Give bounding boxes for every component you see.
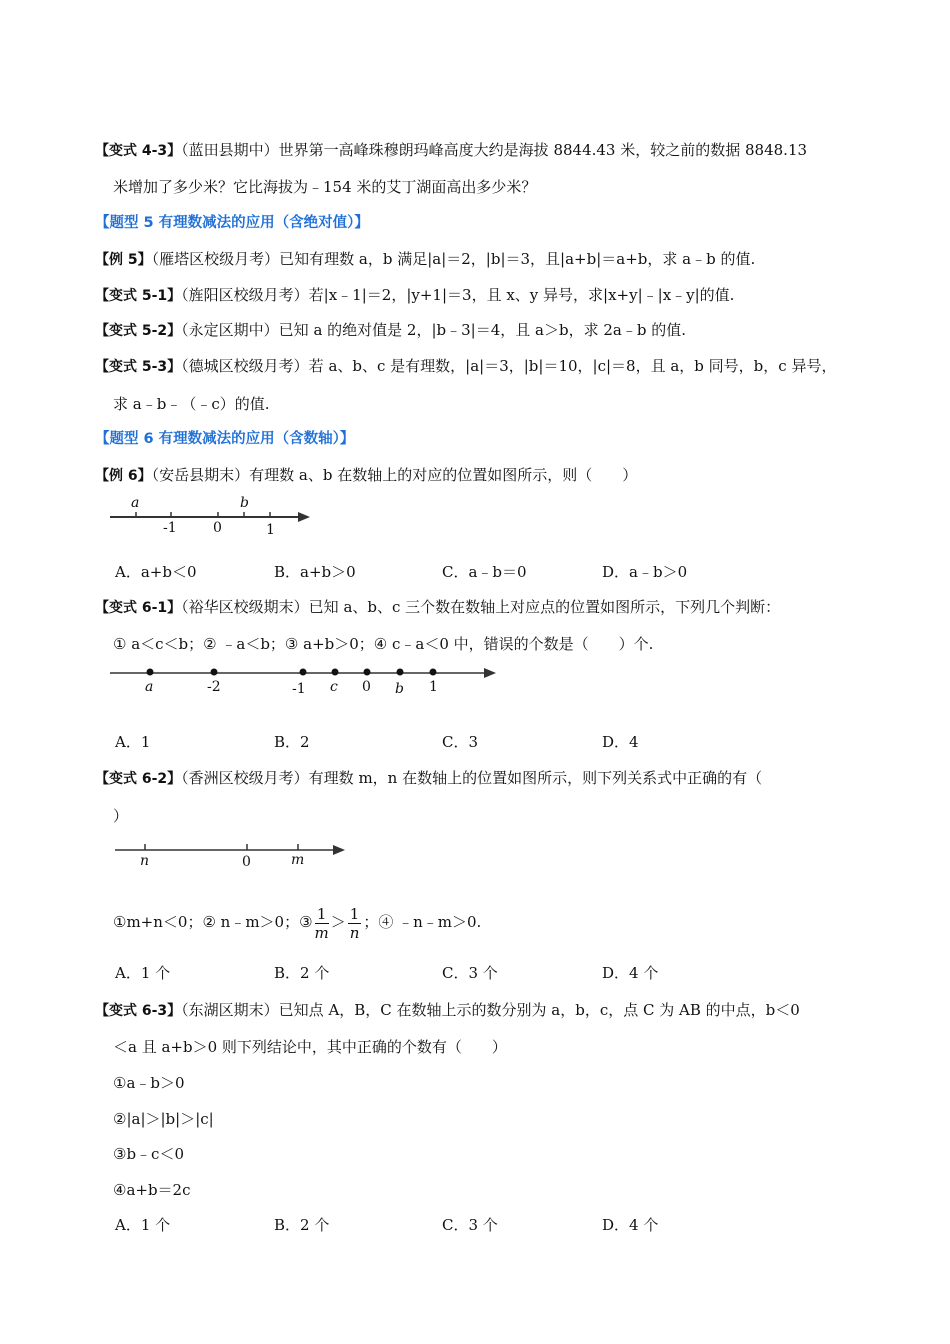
variant-6-3-option-a: A．1 个 <box>115 1216 171 1234</box>
variant-6-3-option-d: D．4 个 <box>602 1216 659 1234</box>
variant-5-3-line1 <box>95 356 836 377</box>
greater-than-sign: ＞ <box>330 913 346 931</box>
fraction-1-denominator: m <box>314 923 329 942</box>
example-6-option-a: A．a+b＜0 <box>115 563 197 581</box>
axis-arrow <box>484 668 496 678</box>
variant-6-3-item-4: ④a+b＝2c <box>113 1181 191 1199</box>
variant-6-3-item-1: ①a﹣b＞0 <box>113 1074 185 1092</box>
point-c <box>332 669 339 676</box>
variant-6-3-text1: （东湖区期末）已知点 A，B，C 在数轴上示的数分别为 a，b，c，点 C 为 AB 的中点，b＜0 <box>181 1001 800 1019</box>
variant-6-2-statements <box>113 902 481 946</box>
variant-6-2-text1: （香洲区校级月考）有理数 m，n 在数轴上的位置如图所示，则下列关系式中正确的有（ <box>181 769 763 787</box>
variant-6-2-option-d: D．4 个 <box>602 964 659 982</box>
variant-6-1-number-line <box>110 660 500 700</box>
variant-4-3-tag: 【变式 4-3】 <box>95 143 182 159</box>
heading-type-6: 【题型 6 有理数减法的应用（含数轴）】 <box>95 431 355 447</box>
variant-6-1-option-c: C．3 <box>442 733 479 751</box>
example-6-option-b: B．a+b＞0 <box>274 563 356 581</box>
fraction-2-numerator: 1 <box>349 904 360 923</box>
point-a <box>147 669 154 676</box>
label-m: m <box>291 852 305 868</box>
fraction-1-numerator: 1 <box>315 905 329 924</box>
variant-6-2-option-c: C．3 个 <box>442 964 498 982</box>
variant-5-2 <box>95 320 686 341</box>
example-6-number-line <box>110 490 320 540</box>
variant-5-2-tag: 【变式 5-2】 <box>95 323 182 339</box>
variant-5-1-text: （旌阳区校级月考）若|x﹣1|＝2，|y+1|＝3，且 x、y 异号，求|x+y|﹣|x﹣y|的值. <box>181 286 735 304</box>
point-neg2 <box>211 669 218 676</box>
example-5-tag: 【例 5】 <box>95 252 152 268</box>
variant-4-3-line1 <box>95 140 807 161</box>
example-6 <box>95 465 637 486</box>
axis-arrow <box>333 845 345 855</box>
variant-6-2-option-b: B．2 个 <box>274 964 330 982</box>
variant-5-2-text: （永定区期中）已知 a 的绝对值是 2，|b﹣3|＝4，且 a＞b，求 2a﹣b 的值. <box>181 321 686 339</box>
example-6-option-d: D．a﹣b＞0 <box>602 563 688 581</box>
fraction-1-over-n <box>348 905 362 942</box>
variant-6-3-line2: ＜a 且 a+b＞0 则下列结论中，其中正确的个数有（ ） <box>113 1038 507 1056</box>
variant-6-1-line2: ① a＜c＜b；② ﹣a＜b；③ a+b＞0；④ c﹣a＜0 中，错误的个数是（ ）个. <box>113 635 654 653</box>
heading-type-5: 【题型 5 有理数减法的应用（含绝对值）】 <box>95 215 369 231</box>
example-6-tag: 【例 6】 <box>95 468 152 484</box>
variant-6-2-option-a: A．1 个 <box>115 964 171 982</box>
variant-6-1-line1 <box>95 597 780 618</box>
label-b: b <box>240 495 249 511</box>
example-6-option-c: C．a﹣b＝0 <box>442 563 527 581</box>
variant-6-3-item-2: ②|a|＞|b|＞|c| <box>113 1110 214 1128</box>
label-0: 0 <box>242 854 251 870</box>
label-n: n <box>140 853 150 869</box>
point-0 <box>364 669 371 676</box>
variant-6-2-stmt-a: ①m+n＜0；② n﹣m＞0；③ <box>113 913 313 931</box>
label-neg1: -1 <box>163 520 177 536</box>
variant-6-1-text1: （裕华区校级期末）已知 a、b、c 三个数在数轴上对应点的位置如图所示，下列几个判断： <box>181 598 781 616</box>
variant-6-2-tag: 【变式 6-2】 <box>95 771 182 787</box>
variant-6-1-option-d: D．4 <box>602 733 639 751</box>
example-5-text: （雁塔区校级月考）已知有理数 a，b 满足|a|＝2，|b|＝3，且|a+b|＝a+b，求 a﹣b 的值. <box>151 250 756 268</box>
variant-4-3-text1: （蓝田县期中）世界第一高峰珠穆朗玛峰高度大约是海拔 8844.43 米，较之前的数据 8848.13 <box>181 141 808 159</box>
variant-4-3-line2: 米增加了多少米？它比海拔为﹣154 米的艾丁湖面高出多少米？ <box>113 178 537 196</box>
label-b: b <box>395 681 404 697</box>
axis-arrow <box>298 512 310 522</box>
point-1 <box>430 669 437 676</box>
label-neg2: -2 <box>207 679 221 695</box>
variant-6-2-number-line <box>115 838 355 873</box>
variant-5-3-text1: （德城区校级月考）若 a、b、c 是有理数，|a|＝3，|b|＝10，|c|＝8，且 a，b 同号，b，c 异号， <box>181 357 837 375</box>
label-a: a <box>145 679 154 695</box>
variant-6-3-tag: 【变式 6-3】 <box>95 1003 182 1019</box>
point-b <box>397 669 404 676</box>
point-neg1 <box>300 669 307 676</box>
variant-5-3-line2: 求 a﹣b﹣（﹣c）的值. <box>113 395 270 413</box>
label-0: 0 <box>213 520 222 536</box>
variant-6-1-option-a: A．1 <box>115 733 151 751</box>
label-neg1: -1 <box>292 681 306 697</box>
variant-6-2-line2: ） <box>113 807 129 825</box>
label-1: 1 <box>429 679 438 695</box>
variant-5-3-tag: 【变式 5-3】 <box>95 359 182 375</box>
variant-6-3-line1 <box>95 1000 800 1021</box>
example-6-text: （安岳县期末）有理数 a、b 在数轴上的对应的位置如图所示，则（ ） <box>151 466 638 484</box>
fraction-1-over-m <box>315 905 329 942</box>
label-c: c <box>330 679 338 695</box>
variant-6-2-line1 <box>95 768 762 789</box>
fraction-2-denominator: n <box>349 923 360 942</box>
variant-6-2-stmt-b: ；④ ﹣n﹣m＞0. <box>363 913 482 931</box>
label-1: 1 <box>266 522 275 538</box>
label-0: 0 <box>362 679 371 695</box>
variant-6-1-option-b: B．2 <box>274 733 310 751</box>
variant-6-1-tag: 【变式 6-1】 <box>95 600 182 616</box>
variant-5-1-tag: 【变式 5-1】 <box>95 288 182 304</box>
variant-6-3-option-c: C．3 个 <box>442 1216 498 1234</box>
variant-6-3-option-b: B．2 个 <box>274 1216 330 1234</box>
variant-5-1 <box>95 285 734 306</box>
variant-6-3-item-3: ③b﹣c＜0 <box>113 1145 184 1163</box>
example-5 <box>95 249 755 270</box>
label-a: a <box>131 495 140 511</box>
